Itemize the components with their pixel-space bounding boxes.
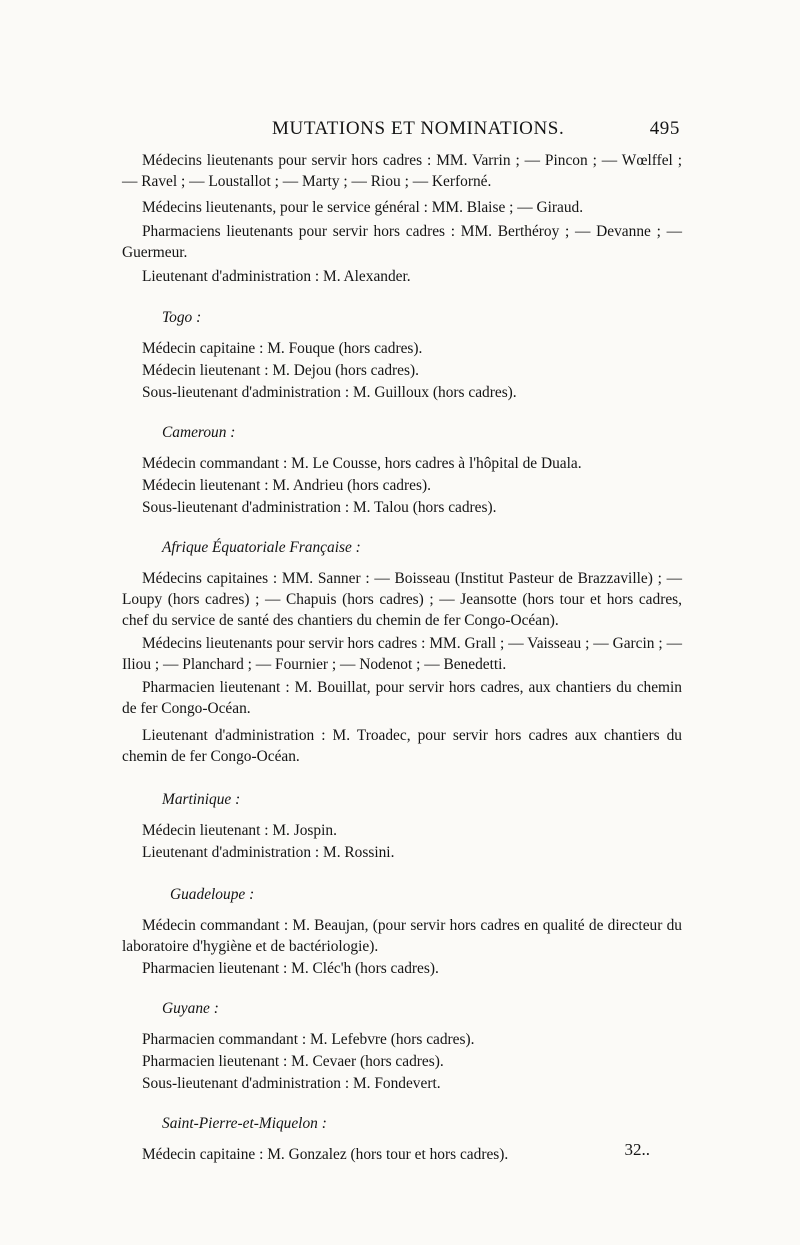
paragraph: Médecin lieutenant : M. Jospin. (142, 822, 337, 839)
paragraph: Médecins lieutenants pour servir hors cadres : MM. Varrin ; — Pincon ; — Wœlffel ; — Ravel ; — Loustallot ; — Marty ; — Riou ; — Kerforné. (122, 152, 682, 190)
section-heading: Saint-Pierre-et-Miquelon : (162, 1115, 327, 1132)
paragraph: Pharmacien commandant : M. Lefebvre (hors cadres). (142, 1031, 475, 1048)
section-heading: Cameroun : (162, 424, 236, 441)
paragraph: Pharmacien lieutenant : M. Cevaer (hors cadres). (142, 1053, 444, 1070)
section-heading: Afrique Équatoriale Française : (162, 539, 361, 556)
section-heading: Martinique : (162, 791, 241, 808)
paragraph: Lieutenant d'administration : M. Rossini. (142, 844, 395, 861)
paragraph: Médecins lieutenants, pour le service général : MM. Blaise ; — Giraud. (142, 199, 584, 216)
paragraph: Pharmacien lieutenant : M. Cléc'h (hors cadres). (142, 960, 439, 977)
section-heading: Guadeloupe : (170, 886, 255, 903)
paragraph: Médecin lieutenant : M. Dejou (hors cadres). (142, 362, 419, 379)
page-header (120, 118, 680, 144)
page-body (122, 150, 682, 1165)
section-heading: Togo : (162, 309, 202, 326)
paragraph: Médecin capitaine : M. Gonzalez (hors tour et hors cadres). (142, 1146, 509, 1163)
signature-mark: 32.. (624, 1140, 650, 1159)
section-heading: Guyane : (162, 1000, 219, 1017)
paragraph: Médecins lieutenants pour servir hors cadres : MM. Grall ; — Vaisseau ; — Garcin ; — Iliou ; — Planchard ; — Fournier ; — Nodenot ; — Benedetti. (122, 635, 682, 673)
paragraph: Médecin commandant : M. Le Cousse, hors cadres à l'hôpital de Duala. (142, 455, 582, 472)
paragraph: Sous-lieutenant d'administration : M. Guilloux (hors cadres). (142, 384, 517, 401)
paragraph: Pharmacien lieutenant : M. Bouillat, pour servir hors cadres, aux chantiers du chemin de fer Congo-Océan. (122, 679, 682, 717)
running-title: MUTATIONS ET NOMINATIONS. (272, 118, 565, 139)
page-number: 495 (649, 118, 680, 139)
paragraph: Médecin commandant : M. Beaujan, (pour servir hors cadres en qualité de directeur du laboratoire d'hygiène et de bactériologie). (122, 917, 682, 955)
paragraph: Médecins capitaines : MM. Sanner : — Boisseau (Institut Pasteur de Brazzaville) ; — Loupy (hors cadres) ; — Chapuis (hors cadres) ; — Jeansotte (hors tour et hors cadres, chef du service de santé des chantiers du chemin de fer Congo-Océan). (122, 570, 682, 629)
paragraph: Pharmaciens lieutenants pour servir hors cadres : MM. Berthéroy ; — Devanne ; — Guermeur. (122, 223, 682, 261)
paragraph: Sous-lieutenant d'administration : M. Fondevert. (142, 1075, 441, 1092)
paragraph: Lieutenant d'administration : M. Alexander. (142, 268, 411, 285)
paragraph: Lieutenant d'administration : M. Troadec, pour servir hors cadres aux chantiers du chemin de fer Congo-Océan. (122, 727, 682, 765)
paragraph: Médecin capitaine : M. Fouque (hors cadres). (142, 340, 423, 357)
paragraph: Sous-lieutenant d'administration : M. Talou (hors cadres). (142, 499, 497, 516)
paragraph: Médecin lieutenant : M. Andrieu (hors cadres). (142, 477, 431, 494)
